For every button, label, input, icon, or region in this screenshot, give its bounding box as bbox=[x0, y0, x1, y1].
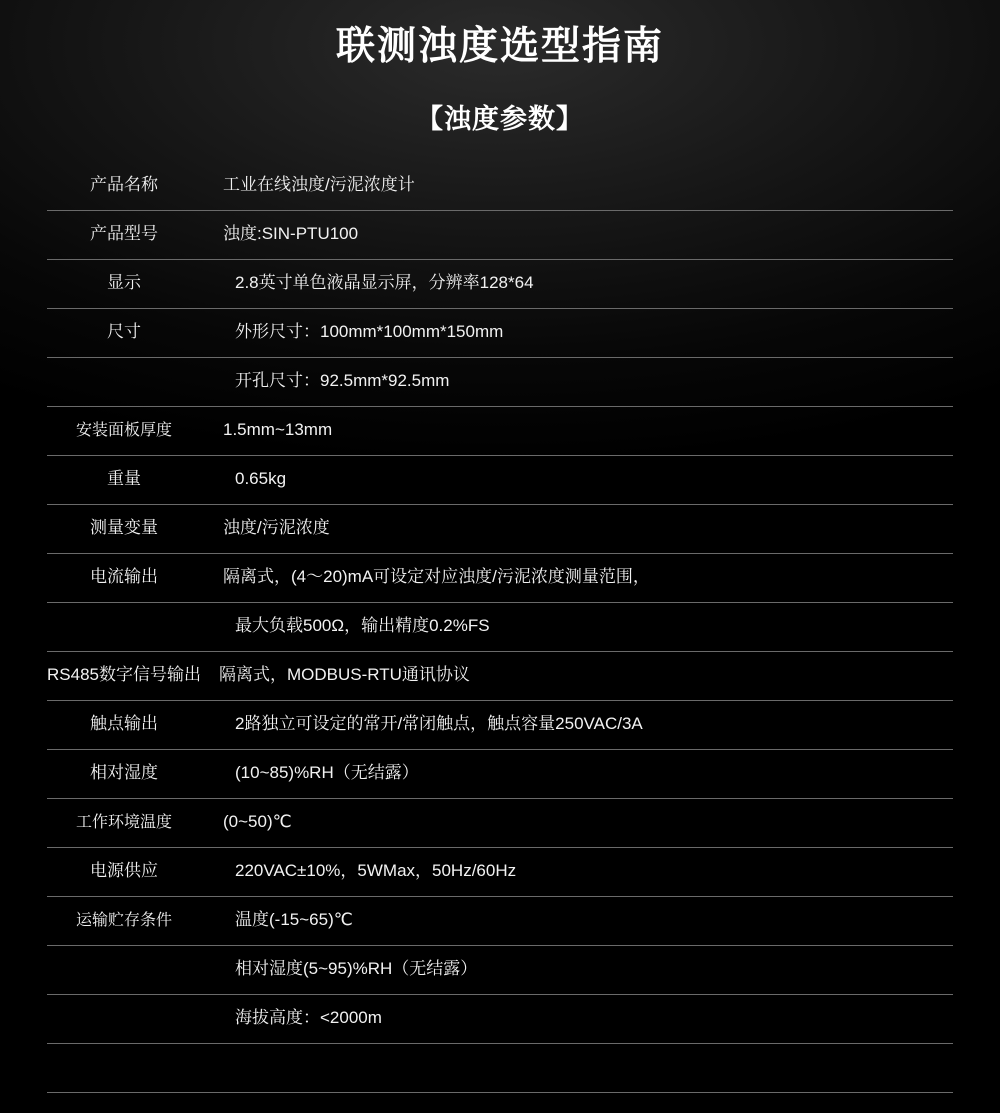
table-row bbox=[47, 308, 953, 357]
spec-table-body bbox=[47, 162, 953, 1093]
spec-label: 电源供应 bbox=[90, 861, 158, 881]
table-row bbox=[47, 553, 953, 602]
table-row bbox=[47, 357, 953, 406]
table-row bbox=[47, 749, 953, 798]
spec-label: 运输贮存条件 bbox=[75, 912, 172, 929]
table-row bbox=[47, 455, 953, 504]
spec-label: 显示 bbox=[107, 273, 141, 293]
spec-label: RS485数字信号输出 bbox=[47, 665, 201, 685]
spec-label: 相对湿度 bbox=[90, 763, 158, 783]
table-row bbox=[47, 945, 953, 994]
spec-label: 电流输出 bbox=[90, 567, 158, 587]
spec-value: 浊度:SIN-PTU100 bbox=[223, 224, 359, 244]
spec-label: 工作环境温度 bbox=[75, 814, 172, 831]
specification-table bbox=[47, 162, 953, 1093]
spec-value: 1.5mm~13mm bbox=[223, 420, 333, 440]
table-row bbox=[47, 504, 953, 553]
spec-value: (0~50)℃ bbox=[223, 812, 292, 832]
spec-label: 产品名称 bbox=[90, 175, 158, 195]
spec-value: 浊度/污泥浓度 bbox=[223, 518, 330, 538]
spacer-cell-left bbox=[47, 1043, 209, 1092]
table-row bbox=[47, 651, 953, 700]
spec-label: 测量变量 bbox=[90, 518, 158, 538]
spec-label bbox=[47, 994, 209, 1043]
spec-value: 相对湿度(5~95)%RH（无结露） bbox=[235, 959, 478, 979]
spec-value: 外形尺寸：100mm*100mm*150mm bbox=[235, 322, 504, 342]
spec-value: 220VAC±10%，5WMax，50Hz/60Hz bbox=[235, 861, 517, 881]
spec-value: 2路独立可设定的常开/常闭触点，触点容量250VAC/3A bbox=[235, 714, 643, 734]
spec-label: 重量 bbox=[107, 469, 141, 489]
spec-label: 尺寸 bbox=[107, 322, 141, 342]
table-row bbox=[47, 700, 953, 749]
spec-label bbox=[47, 945, 209, 994]
spec-label: 触点输出 bbox=[90, 714, 158, 734]
table-row bbox=[47, 162, 953, 211]
spec-value: 最大负载500Ω，输出精度0.2%FS bbox=[235, 616, 490, 636]
section-title: 【浊度参数】 bbox=[416, 103, 584, 134]
spec-value: 隔离式，MODBUS-RTU通讯协议 bbox=[219, 665, 470, 685]
table-row bbox=[47, 896, 953, 945]
table-row bbox=[47, 259, 953, 308]
spec-value: 开孔尺寸：92.5mm*92.5mm bbox=[235, 371, 450, 391]
table-row-spacer bbox=[47, 1043, 953, 1092]
page-title: 联测浊度选型指南 bbox=[335, 25, 664, 68]
table-row bbox=[47, 406, 953, 455]
spec-value: 工业在线浊度/污泥浓度计 bbox=[223, 175, 415, 195]
table-row bbox=[47, 210, 953, 259]
spec-value: (10~85)%RH（无结露） bbox=[235, 763, 419, 783]
spec-value: 2.8英寸单色液晶显示屏，分辨率128*64 bbox=[235, 273, 534, 293]
table-row bbox=[47, 847, 953, 896]
spacer-cell-right bbox=[209, 1043, 953, 1092]
table-row bbox=[47, 602, 953, 651]
spec-value: 海拔高度：<2000m bbox=[235, 1008, 382, 1028]
table-row bbox=[47, 798, 953, 847]
table-row bbox=[47, 994, 953, 1043]
spec-label: 安装面板厚度 bbox=[75, 422, 172, 439]
spec-label bbox=[47, 602, 209, 651]
spec-label bbox=[47, 357, 209, 406]
spec-value: 隔离式，(4～20)mA可设定对应浊度/污泥浓度测量范围， bbox=[223, 567, 650, 587]
spec-value: 0.65kg bbox=[235, 469, 287, 489]
spec-value: 温度(-15~65)℃ bbox=[235, 910, 353, 930]
spec-label: 产品型号 bbox=[90, 224, 158, 244]
